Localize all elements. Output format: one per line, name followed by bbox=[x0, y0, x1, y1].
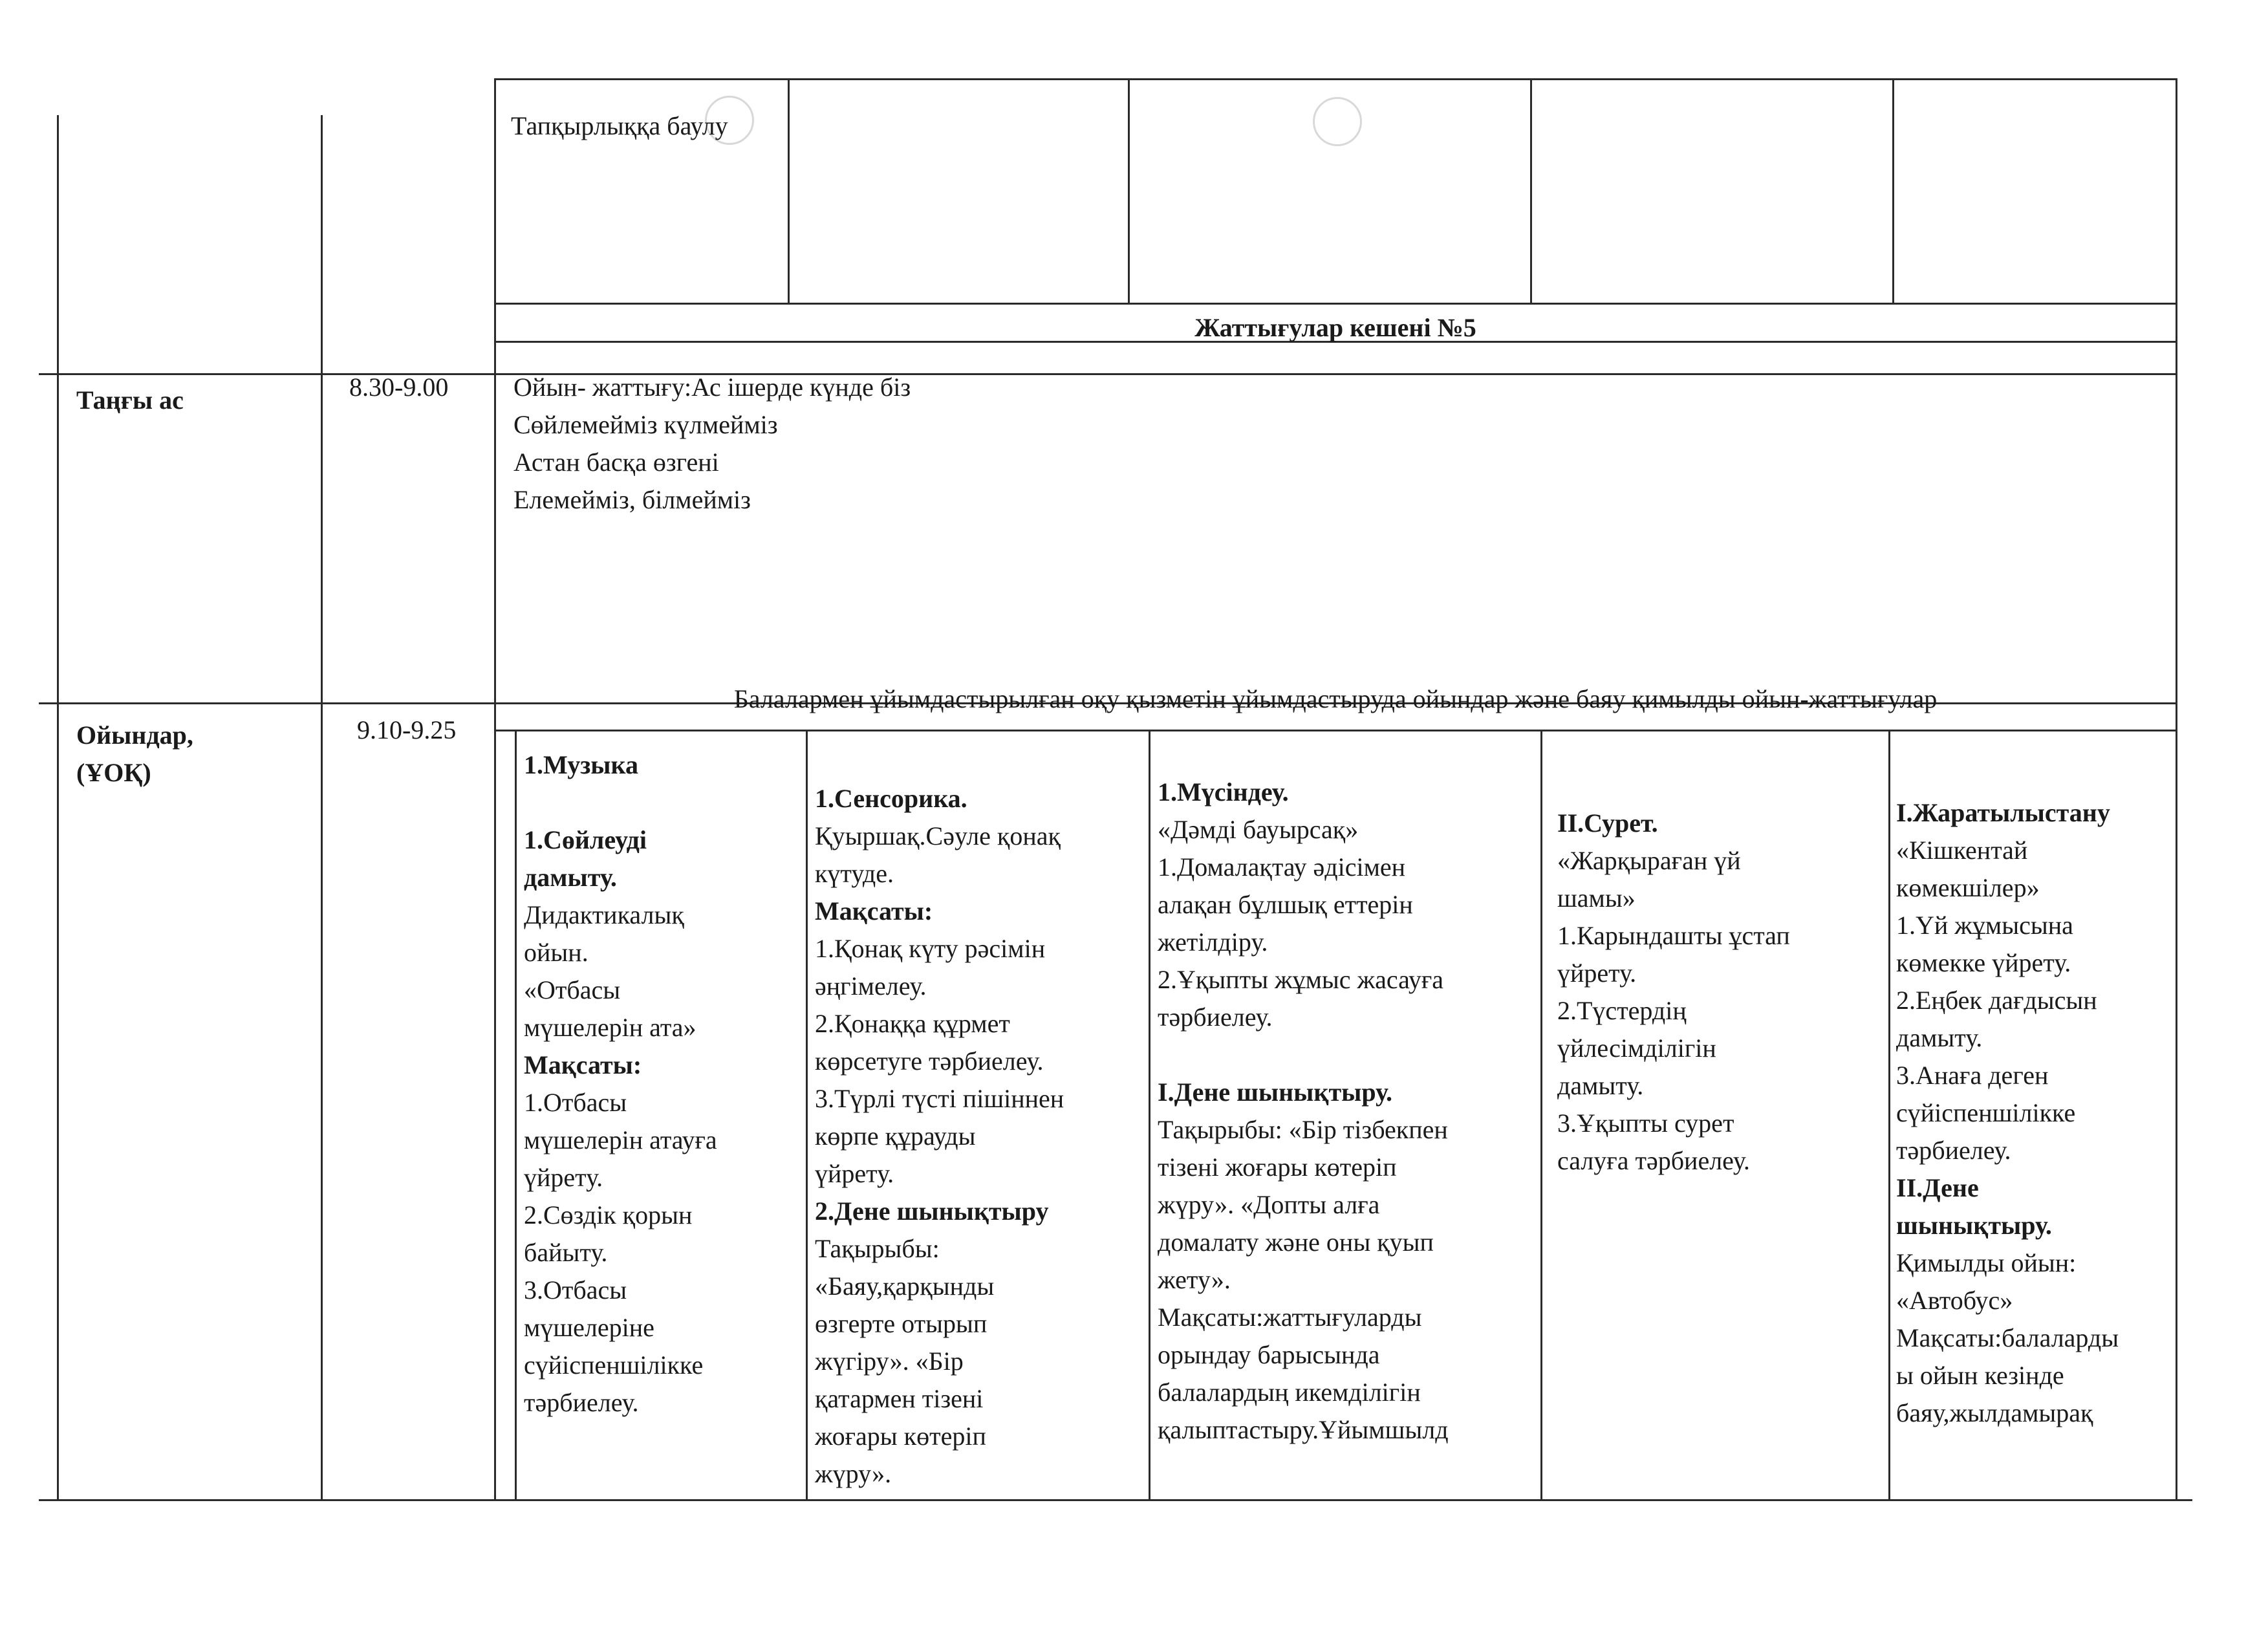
cell-text-line: дамыту. bbox=[524, 863, 617, 892]
breakfast-line: Ойын- жаттығу:Ас ішерде күнде біз bbox=[513, 373, 911, 402]
cell-text-line: мүшелерін атауға bbox=[524, 1125, 717, 1154]
cell-text-line: 2.Дене шынықтыру bbox=[815, 1196, 1049, 1226]
cell-text-line: 3.Анаға деген bbox=[1896, 1061, 2049, 1090]
table-border-left bbox=[57, 115, 59, 1499]
cell-text-line: Қимылды ойын: bbox=[1896, 1248, 2077, 1277]
cell-text-line: Тақырыбы: bbox=[815, 1234, 940, 1263]
games-label-line: (ҰОҚ) bbox=[76, 758, 151, 787]
cell-text-line: үйрету. bbox=[1557, 958, 1637, 988]
cell-text-line: дамыту. bbox=[1557, 1071, 1644, 1100]
punch-hole-mark bbox=[1313, 97, 1362, 146]
cell-text-line: 1.Сенсорика. bbox=[815, 784, 967, 813]
games-col-divider-0 bbox=[515, 730, 517, 1499]
games-time: 9.10-9.25 bbox=[357, 715, 457, 744]
cell-text-line: І.Дене шынықтыру. bbox=[1158, 1077, 1393, 1107]
cell-text-line: балалардың икемділігін bbox=[1158, 1378, 1421, 1407]
cell-text-line: мүшелеріне bbox=[524, 1313, 654, 1342]
cell-text-line: 1.Музыка bbox=[524, 750, 638, 779]
breakfast-line: Елемейміз, білмейміз bbox=[513, 485, 751, 514]
cell-text-line: қалыптастыру.Ұйымшылд bbox=[1158, 1415, 1449, 1444]
cell-text-line: байыту. bbox=[524, 1238, 608, 1267]
cell-text-line: үйлесімділігін bbox=[1557, 1034, 1716, 1063]
cell-text-line: көмекке үйрету. bbox=[1896, 948, 2071, 977]
table-border-top bbox=[494, 78, 2177, 80]
cell-text-line: салуға тәрбиелеу. bbox=[1557, 1146, 1750, 1175]
cell-text-line: тәрбиелеу. bbox=[1896, 1136, 2011, 1165]
cell-text-line: 3.Ұқыпты сурет bbox=[1557, 1109, 1734, 1138]
cell-text-line: ІІ.Дене bbox=[1896, 1173, 1979, 1202]
cell-text-line: ІІ.Сурет. bbox=[1557, 808, 1658, 838]
cell-text-line bbox=[524, 784, 802, 821]
cell-text-line: жетілдіру. bbox=[1158, 927, 1268, 957]
cell-text-line: 3.Түрлі түсті пішіннен bbox=[815, 1084, 1064, 1113]
row-divider-games-header bbox=[494, 730, 2177, 731]
cell-text-line: Мақсаты: bbox=[524, 1050, 642, 1079]
games-col-drawing bbox=[1557, 805, 1887, 1180]
cell-text-line: 2.Сөздік қорын bbox=[524, 1200, 693, 1229]
top-col-divider-2 bbox=[1128, 78, 1130, 303]
cell-text-line: тізені жоғары көтеріп bbox=[1158, 1153, 1397, 1182]
top-col-divider-1 bbox=[788, 78, 790, 303]
cell-text-line: өзгерте отырып bbox=[815, 1309, 988, 1338]
games-col-divider-4 bbox=[1888, 730, 1890, 1499]
cell-text-line: жүгіру». «Бір bbox=[815, 1347, 964, 1376]
top-cell-text: Тапқырлыққа баулу bbox=[511, 111, 728, 140]
breakfast-text bbox=[513, 369, 911, 519]
cell-text-line: Мақсаты:жаттығуларды bbox=[1158, 1303, 1422, 1332]
table-border-right bbox=[2176, 78, 2177, 1499]
games-col-divider-2 bbox=[1149, 730, 1150, 1499]
cell-text-line: 1.Домалақтау әдісімен bbox=[1158, 852, 1406, 882]
cell-text-line: І.Жаратылыстану bbox=[1896, 798, 2110, 827]
cell-text-line: баяу,жылдамырақ bbox=[1896, 1398, 2093, 1427]
cell-text-line: көрсетуге тәрбиелеу. bbox=[815, 1046, 1044, 1076]
games-label-line: Ойындар, bbox=[76, 720, 193, 750]
cell-text-line: Мақсаты:балаларды bbox=[1896, 1323, 2119, 1352]
col-divider-content bbox=[494, 78, 496, 1499]
top-col-divider-4 bbox=[1892, 78, 1894, 303]
cell-text-line: жоғары көтеріп bbox=[815, 1422, 986, 1451]
cell-text-line: ойын. bbox=[524, 938, 589, 967]
cell-text-line: Дидактикалық bbox=[524, 900, 684, 929]
games-col-divider-1 bbox=[806, 730, 808, 1499]
games-col-music-speech bbox=[524, 746, 802, 1422]
games-col-sensory-pe bbox=[815, 780, 1145, 1493]
cell-text-line: «Баяу,қарқынды bbox=[815, 1272, 995, 1301]
cell-text-line: 1.Отбасы bbox=[524, 1088, 627, 1117]
cell-text-line: әңгімелеу. bbox=[815, 971, 927, 1001]
cell-text-line: 1.Карындашты ұстап bbox=[1557, 921, 1790, 950]
cell-text-line: «Автобус» bbox=[1896, 1286, 2013, 1315]
breakfast-line: Астан басқа өзгені bbox=[513, 448, 719, 477]
cell-text-line: Мақсаты: bbox=[815, 896, 933, 926]
cell-text-line: қатармен тізені bbox=[815, 1384, 984, 1413]
cell-text-line: «Кішкентай bbox=[1896, 836, 2028, 865]
cell-text-line: 3.Отбасы bbox=[524, 1275, 627, 1305]
cell-text-line: «Жарқыраған үй bbox=[1557, 846, 1741, 875]
breakfast-line: Сөйлемейміз күлмейміз bbox=[513, 410, 778, 439]
cell-text-line: үйрету. bbox=[815, 1159, 894, 1188]
cell-text-line: «Отбасы bbox=[524, 975, 621, 1004]
cell-text-line: тәрбиелеу. bbox=[1158, 1002, 1273, 1032]
breakfast-label: Таңғы ас bbox=[76, 385, 184, 415]
cell-text-line: 1.Үй жұмысына bbox=[1896, 911, 2073, 940]
cell-text-line: жету». bbox=[1158, 1265, 1231, 1294]
cell-text-line: орындау барысында bbox=[1158, 1340, 1380, 1369]
cell-text-line: 2.Түстердің bbox=[1557, 996, 1687, 1025]
cell-text-line: жүру». bbox=[815, 1459, 892, 1488]
cell-text-line: үйрету. bbox=[524, 1163, 603, 1192]
cell-text-line: көрпе құрауды bbox=[815, 1121, 976, 1151]
cell-text-line: алақан бұлшық еттерін bbox=[1158, 890, 1413, 919]
table-border-bottom bbox=[39, 1499, 2192, 1501]
cell-text-line: дамыту. bbox=[1896, 1023, 1983, 1052]
cell-text-line: Тақырыбы: «Бір тізбекпен bbox=[1158, 1115, 1448, 1144]
cell-text-line: Қуыршақ.Сәуле қонақ bbox=[815, 821, 1061, 850]
games-label bbox=[76, 717, 193, 792]
games-col-nature-pe bbox=[1896, 794, 2174, 1432]
cell-text-line: жүру». «Допты алға bbox=[1158, 1190, 1380, 1219]
cell-text-line: ы ойын кезінде bbox=[1896, 1361, 2064, 1390]
cell-text-line: 2.Еңбек дағдысын bbox=[1896, 986, 2097, 1015]
col-divider-time bbox=[321, 115, 323, 1499]
cell-text-line: домалату және оны қуып bbox=[1158, 1228, 1434, 1257]
complex-title: Жаттығулар кешені №5 bbox=[1194, 313, 1476, 342]
cell-text-line: 1.Мүсіндеу. bbox=[1158, 777, 1289, 807]
games-col-modeling-pe bbox=[1158, 774, 1539, 1449]
cell-text-line: 2.Қонаққа құрмет bbox=[815, 1009, 1010, 1038]
cell-text-line: 1.Қонақ күту рәсімін bbox=[815, 934, 1046, 963]
games-col-divider-3 bbox=[1540, 730, 1542, 1499]
cell-text-line: «Дәмді бауырсақ» bbox=[1158, 815, 1359, 844]
games-header: Балалармен ұйымдастырылған оқу қызметін ұйымдастыруда ойындар және баяу қимылды ойын-жаттығулар bbox=[733, 684, 1938, 713]
cell-text-line: 2.Ұқыпты жұмыс жасауға bbox=[1158, 965, 1444, 994]
cell-text-line: шынықтыру. bbox=[1896, 1211, 2052, 1240]
cell-text-line: сүйіспеншілікке bbox=[524, 1350, 704, 1380]
cell-text-line: көмекшілер» bbox=[1896, 873, 2040, 902]
cell-text-line: сүйіспеншілікке bbox=[1896, 1098, 2076, 1127]
cell-text-line: тәрбиелеу. bbox=[524, 1388, 639, 1417]
breakfast-time: 8.30-9.00 bbox=[349, 373, 449, 402]
row-divider-top-cells bbox=[494, 303, 2177, 305]
cell-text-line: күтуде. bbox=[815, 859, 894, 888]
cell-text-line: мүшелерін ата» bbox=[524, 1013, 697, 1042]
cell-text-line bbox=[1158, 1036, 1539, 1074]
cell-text-line: шамы» bbox=[1557, 883, 1636, 913]
cell-text-line: 1.Сөйлеуді bbox=[524, 825, 647, 854]
top-col-divider-3 bbox=[1530, 78, 1532, 303]
